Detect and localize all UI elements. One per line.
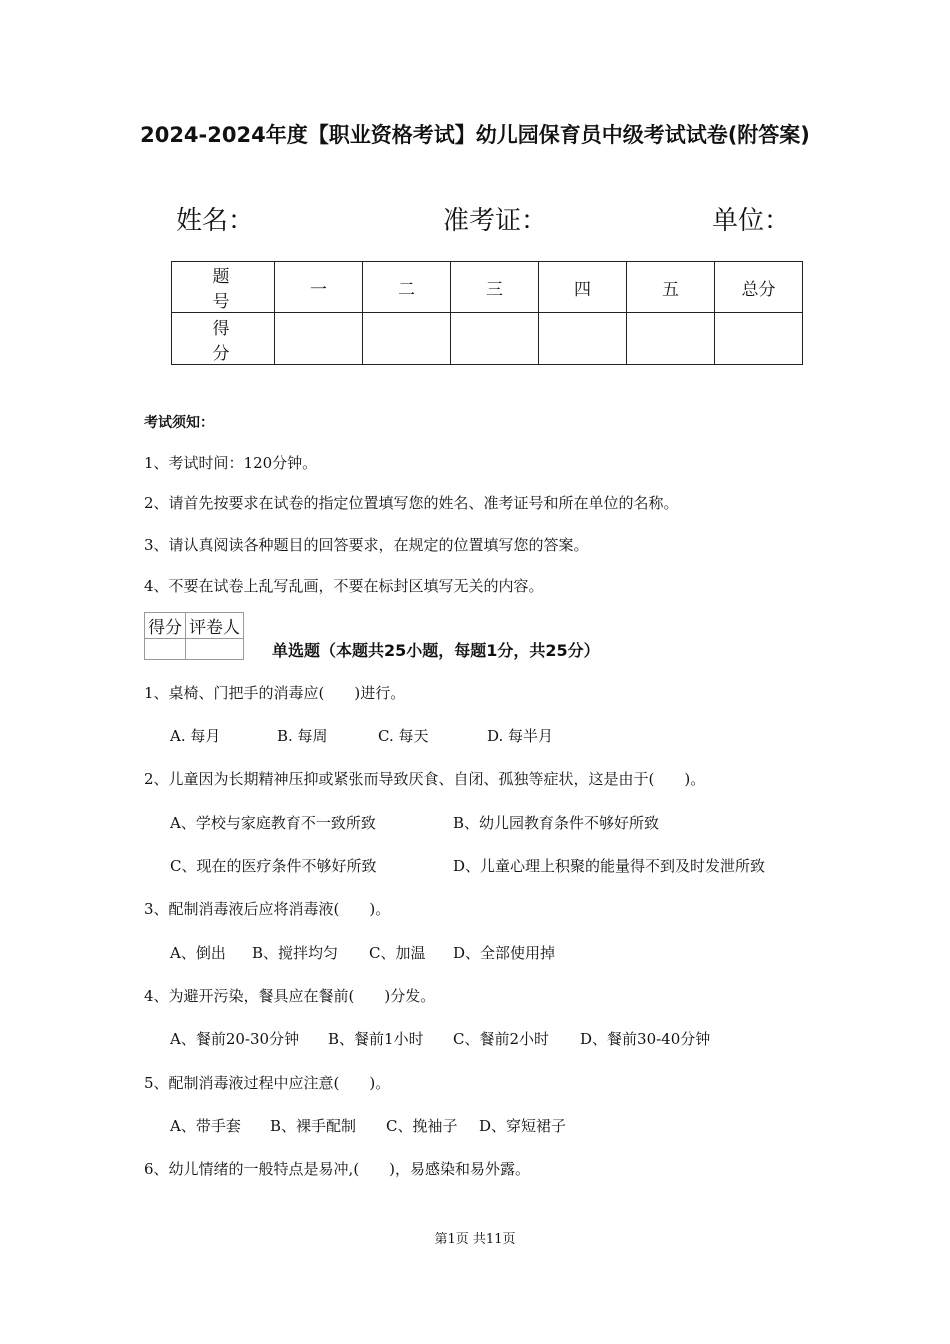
unit-label: 单位： xyxy=(712,206,791,236)
grader-score-cell[interactable] xyxy=(145,639,186,660)
grader-reviewer-label: 评卷人 xyxy=(186,613,244,639)
score-input-cell[interactable] xyxy=(275,313,363,365)
option[interactable]: B. 每周 xyxy=(277,727,328,745)
grader-score-label: 得分 xyxy=(145,613,186,639)
question-stem: 3、配制消毒液后应将消毒液( )。 xyxy=(144,900,391,918)
option[interactable]: A、学校与家庭教育不一致所致 xyxy=(170,814,376,832)
option[interactable]: C、现在的医疗条件不够好所致 xyxy=(170,857,377,875)
score-table-header-row xyxy=(172,262,803,313)
score-table-score-row xyxy=(172,313,803,365)
exam-id-label: 准考证： xyxy=(443,206,548,236)
score-input-cell[interactable] xyxy=(539,313,627,365)
score-row-label: 得 分 xyxy=(172,313,275,365)
option[interactable]: C. 每天 xyxy=(378,727,429,745)
section-title: 单选题（本题共25小题，每题1分，共25分） xyxy=(272,641,600,660)
option[interactable]: A. 每月 xyxy=(170,727,221,745)
score-header-cell: 四 xyxy=(539,262,627,313)
option[interactable]: D、全部使用掉 xyxy=(453,944,556,962)
option[interactable]: A、倒出 xyxy=(170,944,226,962)
score-input-cell[interactable] xyxy=(363,313,451,365)
score-input-cell[interactable] xyxy=(627,313,715,365)
score-header-cell: 三 xyxy=(451,262,539,313)
score-input-cell[interactable] xyxy=(451,313,539,365)
option[interactable]: B、搅拌均匀 xyxy=(252,944,339,962)
score-header-cell: 二 xyxy=(363,262,451,313)
option[interactable]: B、餐前1小时 xyxy=(328,1030,424,1048)
question-stem: 2、儿童因为长期精神压抑或紧张而导致厌食、自闭、孤独等症状，这是由于( )。 xyxy=(144,770,706,788)
option[interactable]: D. 每半月 xyxy=(487,727,554,745)
option[interactable]: C、挽袖子 xyxy=(386,1117,458,1135)
option[interactable]: D、儿童心理上积聚的能量得不到及时发泄所致 xyxy=(453,857,766,875)
page-footer: 第1页 共11页 xyxy=(434,1232,516,1247)
option[interactable]: C、加温 xyxy=(369,944,426,962)
grader-box xyxy=(144,612,244,660)
notice-item: 3、请认真阅读各种题目的回答要求，在规定的位置填写您的答案。 xyxy=(144,536,589,554)
score-header-cell: 总分 xyxy=(715,262,803,313)
score-header-cell: 五 xyxy=(627,262,715,313)
name-label: 姓名： xyxy=(176,206,255,236)
question-stem: 1、桌椅、门把手的消毒应( )进行。 xyxy=(144,684,406,702)
option[interactable]: A、带手套 xyxy=(170,1117,241,1135)
score-input-cell[interactable] xyxy=(715,313,803,365)
notice-item: 1、考试时间：120分钟。 xyxy=(144,454,318,472)
question-stem: 5、配制消毒液过程中应注意( )。 xyxy=(144,1074,391,1092)
score-header-cell: 一 xyxy=(275,262,363,313)
score-table xyxy=(171,261,803,365)
question-stem: 4、为避开污染，餐具应在餐前( )分发。 xyxy=(144,987,436,1005)
question-stem: 6、幼儿情绪的一般特点是易冲,( )，易感染和易外露。 xyxy=(144,1160,531,1178)
grader-reviewer-cell[interactable] xyxy=(186,639,244,660)
document-title: 2024-2024年度【职业资格考试】幼儿园保育员中级考试试卷(附答案) xyxy=(140,123,810,147)
notice-item: 2、请首先按要求在试卷的指定位置填写您的姓名、准考证号和所在单位的名称。 xyxy=(144,494,679,512)
option[interactable]: B、幼儿园教育条件不够好所致 xyxy=(453,814,660,832)
option[interactable]: A、餐前20-30分钟 xyxy=(170,1030,300,1048)
option[interactable]: C、餐前2小时 xyxy=(453,1030,550,1048)
notice-item: 4、不要在试卷上乱写乱画，不要在标封区填写无关的内容。 xyxy=(144,577,544,595)
option[interactable]: D、穿短裙子 xyxy=(479,1117,567,1135)
score-header-cell: 题 号 xyxy=(172,262,275,313)
notice-heading: 考试须知： xyxy=(144,415,214,431)
option[interactable]: D、餐前30-40分钟 xyxy=(580,1030,711,1048)
option[interactable]: B、裸手配制 xyxy=(270,1117,357,1135)
